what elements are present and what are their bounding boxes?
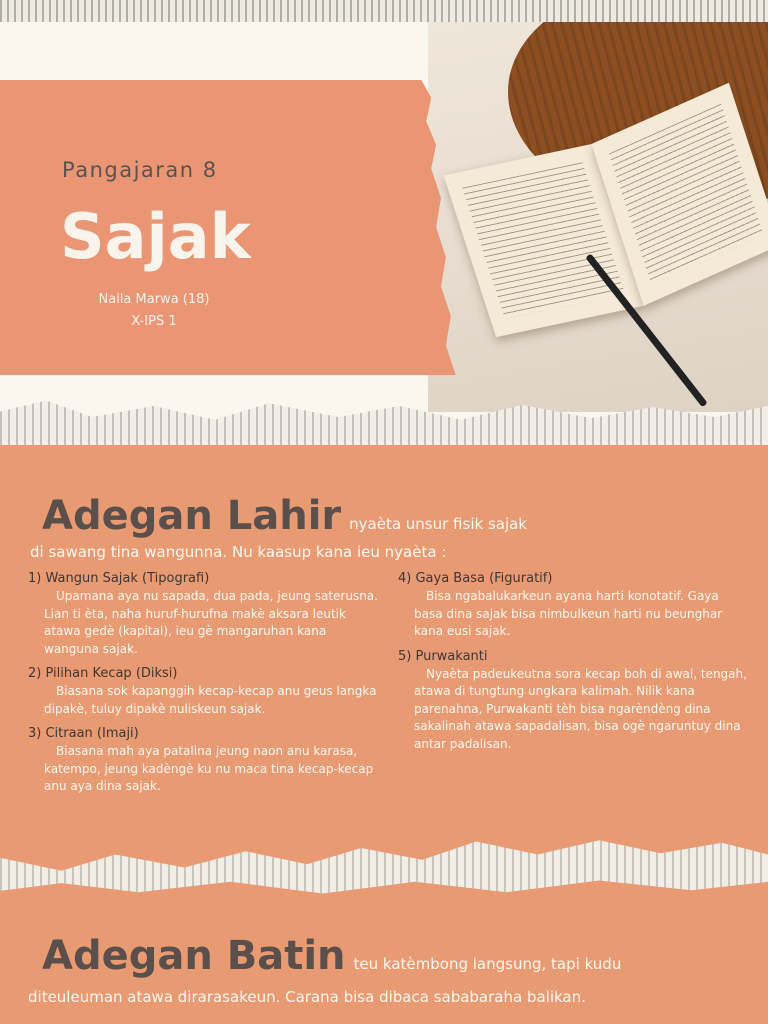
list-item (28, 726, 378, 796)
section-adegan-batin (0, 895, 768, 1024)
book-photo (428, 22, 768, 412)
lesson-number: Pangajaran 8 (62, 158, 218, 182)
item-title: 2) Pilihan Kecap (Diksi) (28, 666, 178, 681)
section-heading-tail: teu katèmbong langsung, tapi kudu (353, 955, 622, 973)
author-name: Naila Marwa (18) (98, 292, 210, 307)
item-body: Upamana aya nu sapada, dua pada, jeung saterusna. Lian ti èta, naha huruf-hurufna makè aksara leutik atawa gedè (kapital), ieu gè mangaruhan kana wanguna sajak. (44, 589, 378, 656)
item-title: 4) Gaya Basa (Figuratif) (398, 571, 553, 586)
section-adegan-lahir (0, 445, 768, 850)
list-left-column (28, 571, 378, 804)
list-item (398, 571, 748, 641)
open-book-image (446, 90, 768, 363)
section-heading-row (42, 933, 621, 979)
section-heading: Adegan Batin (42, 933, 346, 979)
item-body: Bisa ngabalukarkeun ayana harti konotatif. Gaya basa dina sajak bisa nimbulkeun harti nu beunghar kana eusi sajak. (414, 589, 723, 638)
list-item (28, 571, 378, 658)
list-right-column (398, 571, 748, 761)
item-title: 1) Wangun Sajak (Tipografi) (28, 571, 210, 586)
section-heading: Adegan Lahir (42, 493, 342, 539)
section-intro: diteuleuman atawa dirarasakeun. Carana bisa dibaca sababaraha balikan. (28, 988, 586, 1006)
author-class: X-IPS 1 (131, 314, 177, 329)
newspaper-strip (0, 0, 768, 22)
item-body: Nyaèta padeukeutna sora kecap boh di awal, tengah, atawa di tungtung ungkara kalimah. Nilik kana parenahna, Purwakanti tèh bisa ngarèndèng dina sakalinah atawa sapadalisan, bisa ogè ngaruntuy dina antar padalisan. (414, 666, 747, 751)
list-item (398, 649, 748, 754)
section-heading-row (42, 493, 527, 539)
section-heading-tail: nyaèta unsur fisik sajak (349, 515, 527, 533)
list-item (28, 666, 378, 718)
cover-section (0, 0, 768, 445)
page-title: Sajak (60, 200, 251, 273)
item-title: 3) Citraan (Imaji) (28, 726, 139, 741)
section-intro: di sawang tina wangunna. Nu kaasup kana ieu nyaèta : (30, 543, 447, 561)
item-body: Biasana mah aya patalina jeung naon anu karasa, katempo, jeung kadèngè ku nu maca tina kecap-kecap anu aya dina sajak. (44, 744, 374, 793)
item-title: 5) Purwakanti (398, 648, 488, 664)
item-body: Biasana sok kapanggih kecap-kecap anu geus langka dipakè, tuluy dipakè nuliskeun sajak. (44, 684, 377, 716)
